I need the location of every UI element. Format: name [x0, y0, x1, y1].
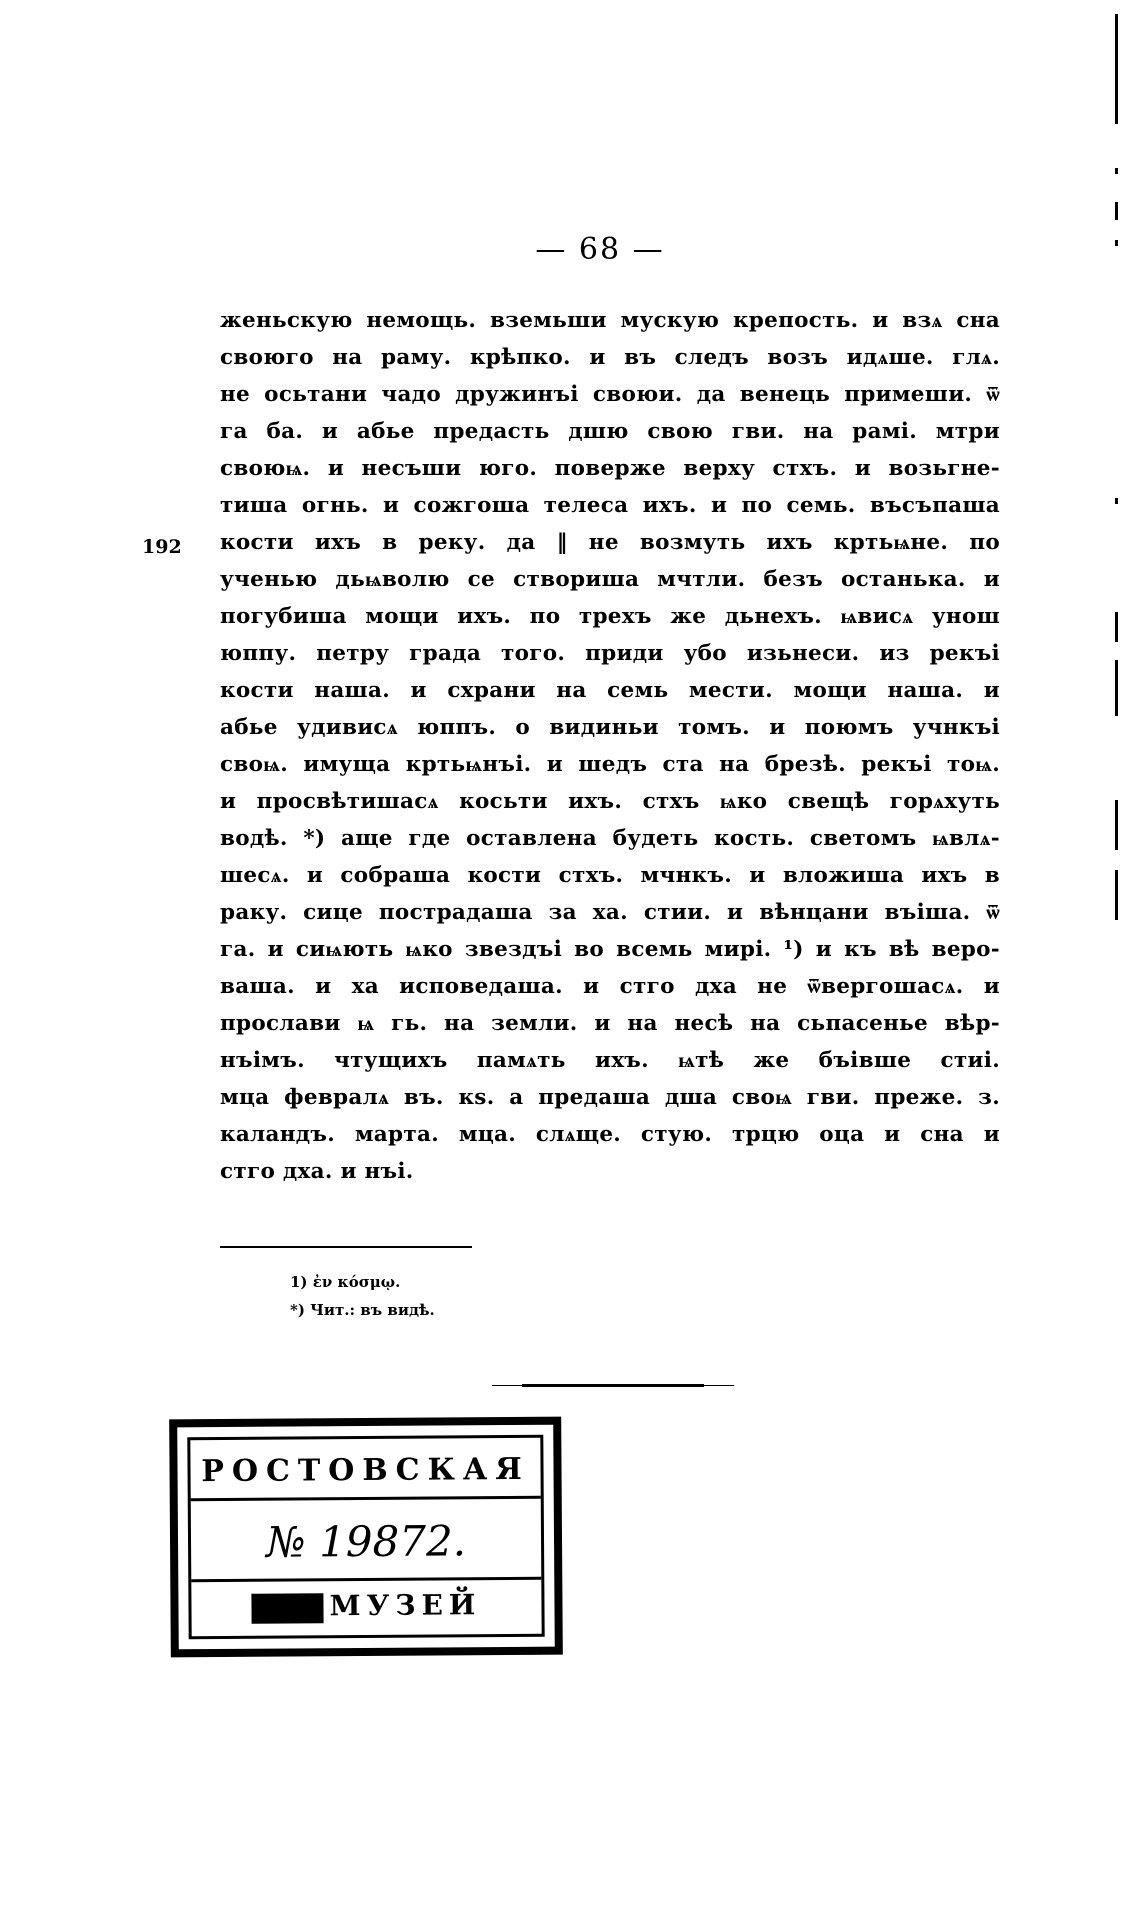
- stamp-bottom-text: [191, 1577, 541, 1632]
- text-line: не осьтани чадо дружинъі своюи. да венець примеши. ѿ: [220, 382, 1000, 407]
- text-line: каландъ. марта. мца. слѧще. стую. трцю оца и сна и: [220, 1122, 1000, 1147]
- stamp-frame: [187, 1435, 544, 1639]
- text-line: прослави ѩ гь. на земли. и на несѣ на сьпасенье вѣр-: [220, 1011, 1000, 1036]
- text-line: погубиша мощи ихъ. по трехъ же дьнехъ. ѩвисѧ унош: [220, 604, 1000, 629]
- stamp-number: № 19872.: [265, 1516, 467, 1567]
- text-line: стго дха. и нъі.: [220, 1159, 414, 1184]
- text-line: мца февралѧ въ. кѕ. а предаша дша своѩ гви. преже. з.: [220, 1085, 1000, 1110]
- text-line: га. и сиѩють ѩко звездъі во всемь мирі. ¹) и къ вѣ веро-: [220, 937, 1000, 962]
- footnote-divider: [220, 1246, 472, 1248]
- text-line: своюѩ. и несъши юго. поверже верху стхъ. и возьгне-: [220, 456, 1000, 481]
- text-line: и просвѣтишасѧ косьти ихъ. стхъ ѩко свещѣ горѧхуть: [220, 789, 1000, 814]
- footnote: *) Чит.: въ видѣ.: [290, 1301, 435, 1319]
- text-line: га ба. и абье предасть дшю свою гви. на рамі. мтри: [220, 419, 1000, 444]
- body-text: [220, 302, 1000, 1190]
- end-ornament-rule: [522, 1384, 704, 1387]
- stamp-ink-blot: [252, 1593, 324, 1624]
- text-line: водѣ. *) аще где оставлена будеть кость. светомъ ѩвлѧ-: [220, 826, 1000, 851]
- text-line: ученью дьѩволю се створиша мчтли. безъ останька. и: [220, 567, 1000, 592]
- text-line: кости наша. и схрани на семь мести. мощи наша. и: [220, 678, 1000, 703]
- footnote: 1) ἐν κόσμῳ.: [290, 1273, 401, 1291]
- text-line: ваша. и ха исповедаша. и стго дха не ѿвергошасѧ. и: [220, 974, 1000, 999]
- text-line: абье удивисѧ юппъ. о видиньи томъ. и поюмъ учнкъі: [220, 715, 1000, 740]
- text-line: своюго на раму. крѣпко. и въ следъ возъ идѧше. глѧ.: [220, 345, 1000, 370]
- library-stamp: [169, 1417, 563, 1658]
- margin-number: 192: [142, 536, 182, 558]
- stamp-top-text: РОСТОВСКАЯ: [190, 1444, 540, 1501]
- text-line: юппу. петру града того. приди убо изьнеси. из рекъі: [220, 641, 1000, 666]
- text-line: своѩ. имуща кртьѩнъі. и шедъ ста на брезѣ. рекъі тоѩ.: [220, 752, 1000, 777]
- page-number: — 68 —: [535, 232, 665, 267]
- text-line: тиша огнь. и сожгоша телеса ихъ. и по семь. въсъпаша: [220, 493, 1000, 518]
- text-line: нъімъ. чтущихъ памѧть ихъ. ѩтѣ же бъівше стиі.: [220, 1048, 1000, 1073]
- text-line: кости ихъ в реку. да ‖ не возмуть ихъ кртьѩне. по: [220, 530, 1000, 555]
- stamp-bottom-label: МУЗЕЙ: [329, 1588, 482, 1623]
- text-line: женьскую немощь. вземьши мускую крепость. и взѧ сна: [220, 308, 1000, 333]
- scan-edge-marks: [1100, 0, 1140, 1910]
- text-line: раку. сице пострадаша за ха. стии. и вѣнцани въіша. ѿ: [220, 900, 1000, 925]
- text-line: шесѧ. и собраша кости стхъ. мчнкъ. и вложиша ихъ в: [220, 863, 1000, 888]
- footnotes: [290, 1268, 435, 1324]
